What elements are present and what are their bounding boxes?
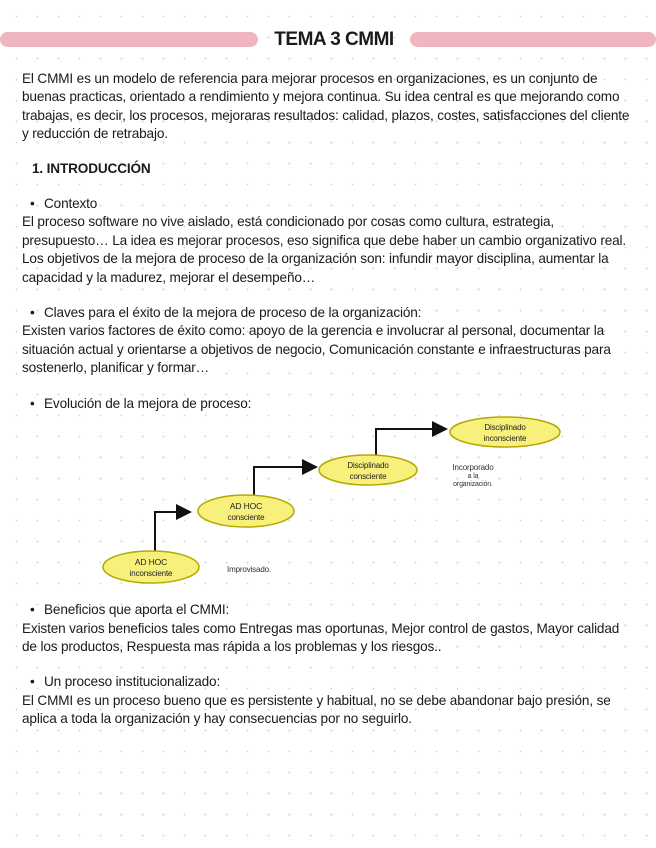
title-bar-left [0, 32, 258, 47]
stage-label: Disciplinado [347, 461, 389, 471]
page-title: TEMA 3 CMMI [274, 29, 394, 50]
step-arrow-3 [376, 429, 446, 459]
bullet-claves [22, 304, 632, 322]
contexto-paragraph: El proceso software no vive aislado, está condicionado por cosas como cultura, estrategia, presupuesto… La idea es mejorar procesos, eso significa que debe haber un cambio organizativo real. [22, 214, 627, 248]
label-incorporado: a la [467, 473, 479, 481]
label-incorporado: organización. [453, 481, 493, 489]
institucional-paragraph: El CMMI es un proceso bueno que es persistente y habitual, no se debe abandonar bajo presión, se aplica a toda la organización y hay consecuencias por no seguirlo. [22, 692, 611, 727]
intro-paragraph: El CMMI es un modelo de referencia para mejorar procesos en organizaciones, es un conjunto de buenas practicas, orientado a rendimiento y mejora continua. Su idea central es que mejorando como trabajas, es decir, los procesos, mejoraras resultados: calidad, plazos, costes, satisfacciones del cliente y reducción de retrabajo. [22, 71, 630, 142]
evolution-diagram-svg [22, 415, 632, 601]
bullet-evolucion [22, 395, 632, 413]
bullet-label: Claves para el éxito de la mejora de proceso de la organización: [44, 305, 422, 321]
bullet-label: Evolución de la mejora de proceso: [44, 395, 252, 411]
stage-label: AD HOC [229, 501, 263, 512]
bullet-dot: • [30, 395, 35, 411]
label-improvisado: Improvisado. [227, 565, 271, 575]
bullet-institucional [22, 673, 632, 691]
bullet-dot: • [30, 674, 35, 690]
bullet-beneficios [22, 601, 632, 619]
claves-paragraph: Existen varios factores de éxito como: apoyo de la gerencia e involucrar al personal, documentar la situación actual y orientarse a objetivos de negocio, Comunicación constante e infraestructuras para sostenerlo, planificar y formar… [22, 323, 611, 376]
stage-label: inconsciente [129, 569, 173, 579]
section-heading-introduccion: 1. INTRODUCCIÓN [32, 160, 151, 176]
bullet-dot: • [30, 196, 35, 212]
stage-ellipse-adhoc-inconsciente [103, 551, 199, 583]
bullet-dot: • [30, 305, 35, 321]
contexto-paragraph-2: Los objetivos de la mejora de proceso de la organización son: infundir mayor disciplina, aumentar la capacidad y la madurez, mejorar el desempeño… [22, 251, 609, 285]
label-incorporado: Incorporado [452, 463, 494, 473]
stage-label: inconsciente [483, 434, 527, 444]
bullet-label: Contexto [44, 196, 98, 212]
beneficios-paragraph: Existen varios beneficios tales como Entregas mas oportunas, Mejor control de gastos, Mayor calidad de los productos, Respuesta mas rápida a los problemas y los riesgos.. [22, 620, 620, 654]
title-bar-right [410, 32, 656, 47]
stage-label: consciente [227, 513, 265, 523]
document-body [22, 70, 632, 729]
evolution-diagram [22, 415, 632, 601]
step-arrow-1 [155, 512, 190, 556]
bullet-dot: • [30, 602, 35, 618]
bullet-contexto [22, 195, 632, 213]
bullet-label: Beneficios que aporta el CMMI: [44, 602, 230, 618]
stage-label: AD HOC [134, 557, 168, 568]
stage-label: Disciplinado [484, 423, 526, 433]
bullet-label: Un proceso institucionalizado: [44, 674, 221, 690]
stage-label: consciente [349, 472, 387, 482]
title-row [0, 28, 656, 52]
stage-ellipse-adhoc-consciente [198, 495, 294, 527]
